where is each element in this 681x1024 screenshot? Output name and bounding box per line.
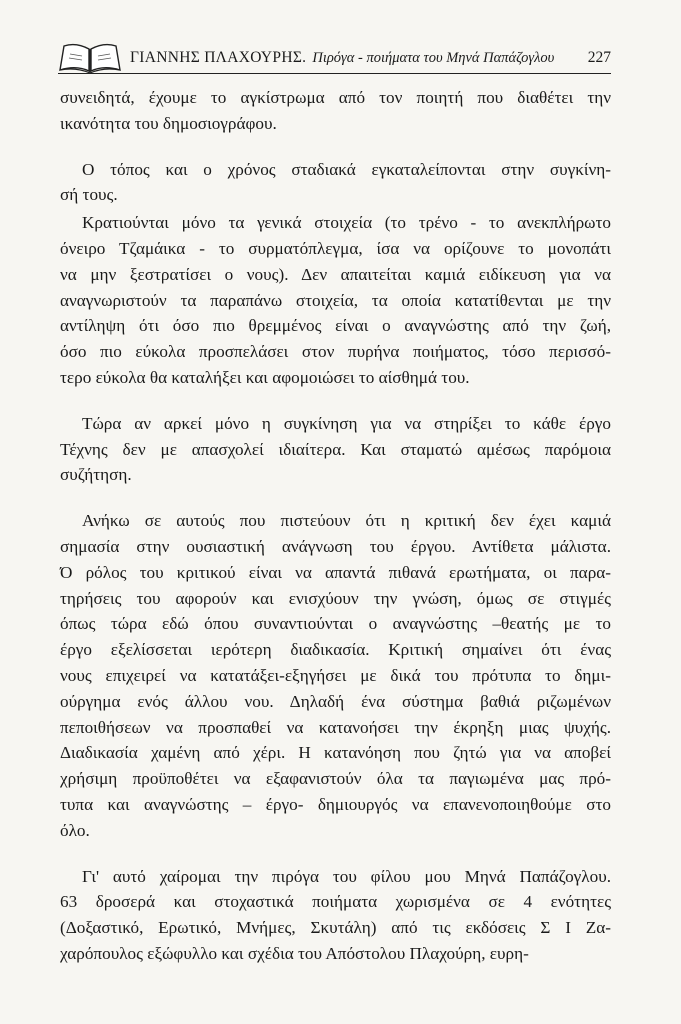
text-line: (Δοξαστικό, Ερωτικό, Μνήμες, Σκυτάλη) από τις εκδόσεις Σ Ι Ζα- [60, 918, 611, 938]
text-line: ικανότητα του δημοσιογράφου. [60, 113, 277, 133]
page-number: 227 [587, 49, 611, 66]
header-rule [58, 73, 611, 74]
text-line: νους επιχειρεί να κατατάξει-εξηγήσει με δικά του πρότυπα το δημι- [60, 665, 611, 685]
text-line: Διαδικασία χαμένη από χέρι. Η κατανόηση που ζητώ για να αποβεί [60, 743, 611, 763]
open-book-icon [58, 40, 122, 74]
text-line: αναγνωριστούν τα παραπάνω στοιχεία, τα οποία κατατίθενται με την [60, 290, 611, 310]
text-line: Ο τόπος και ο χρόνος σταδιακά εγκαταλείπονται στην συγκίνη- [82, 159, 611, 179]
text-line: ούργημα ενός άλλου νου. Δηλαδή ένα σύστημα βαθιά ριζωμένων [60, 691, 611, 711]
text-line: σημασία στην ουσιαστική ανάγνωση του έργου. Αντίθετα μάλιστα. [60, 536, 611, 556]
text-line: τερο εύκολα θα καταλήξει και αφομοιώσει το αίσθημά του. [60, 367, 470, 387]
text-line: συνειδητά, έχουμε το αγκίστρωμα από τον ποιητή που διαθέτει την [60, 88, 611, 107]
text-line: 63 δροσερά και στοχαστικά ποιήματα χωρισμένα σε 4 ενότητες [60, 892, 611, 912]
text-line: όπως τώρα εδώ όπου συναντιούνται ο αναγνώστης –θεατής με το [60, 614, 611, 634]
paragraph [60, 210, 611, 391]
text-line: αντίληψη ότι όσο πιο θρεμμένος είναι ο αναγνώστης από την ζωή, [60, 316, 611, 336]
text-line: χαρόπουλος εξώφυλλο και σχέδια του Απόστολου Πλαχούρη, ευρη- [60, 943, 529, 963]
text-line: όσο πιο εύκολα προσπελάσει στον πυρήνα ποιήματος, τόσο περισσό- [60, 342, 611, 362]
text-line: Τώρα αν αρκεί μόνο η συγκίνηση για να στηρίξει το κάθε έργο [82, 413, 611, 433]
text-line: όλο. [60, 820, 90, 840]
text-line: Τέχνης δεν με απασχολεί ιδιαίτερα. Και σταματώ αμέσως παρόμοια [60, 439, 611, 459]
body-text [60, 85, 611, 967]
text-line: Γι' αυτό χαίρομαι την πιρόγα του φίλου μου Μηνά Παπάζογλου. [82, 866, 611, 886]
text-line: να μην ξεστρατίσει ο νους). Δεν απαιτείται καμιά ειδίκευση για να [60, 264, 611, 284]
text-line: σή τους. [60, 185, 118, 205]
paragraph [60, 411, 611, 488]
text-line: συζήτηση. [60, 465, 132, 485]
text-line: Ανήκω σε αυτούς που πιστεύουν ότι η κριτική δεν έχει καμιά [82, 511, 611, 531]
text-line: έργο εξελίσσεται ιερότερη διαδικασία. Κριτική σημαίνει ότι ένας [60, 640, 611, 660]
text-line: τηρήσεις του αφορούν και ενισχύουν την γνώση, όμως σε στιγμές [60, 588, 611, 608]
paragraph [60, 85, 611, 137]
running-head-title: Πιρόγα - ποιήματα του Μηνά Παπάζογλου [312, 50, 555, 66]
text-line: Ό ρόλος του κριτικού είναι να απαντά πιθανά ερωτήματα, οι παρα- [60, 562, 611, 582]
page-header [58, 40, 611, 76]
text-line: Κρατιούνται μόνο τα γενικά στοιχεία (το τρένο - το ανεκπλήρωτο [82, 213, 611, 233]
text-line: πεποιθήσεων να προσπαθεί να κατανοήσει την έκρηξη μιας ψυχής. [60, 717, 611, 737]
paragraph [60, 508, 611, 843]
text-line: χρήσιμη προϋποθέτει να εξαφανιστούν όλα τα παγιωμένα μας πρό- [60, 769, 611, 789]
running-head-author: ΓΙΑΝΝΗΣ ΠΛΑΧΟΥΡΗΣ. [130, 49, 307, 66]
paragraph [60, 864, 611, 967]
paragraph [60, 157, 611, 209]
text-line: όνειρο Τζαμάικα - το συρματόπλεγμα, ίσα να ορίζουνε το μονοπάτι [60, 238, 611, 258]
text-line: τυπα και αναγνώστης – έργο- δημιουργός να επανενοποιηθούμε στο [60, 794, 611, 814]
